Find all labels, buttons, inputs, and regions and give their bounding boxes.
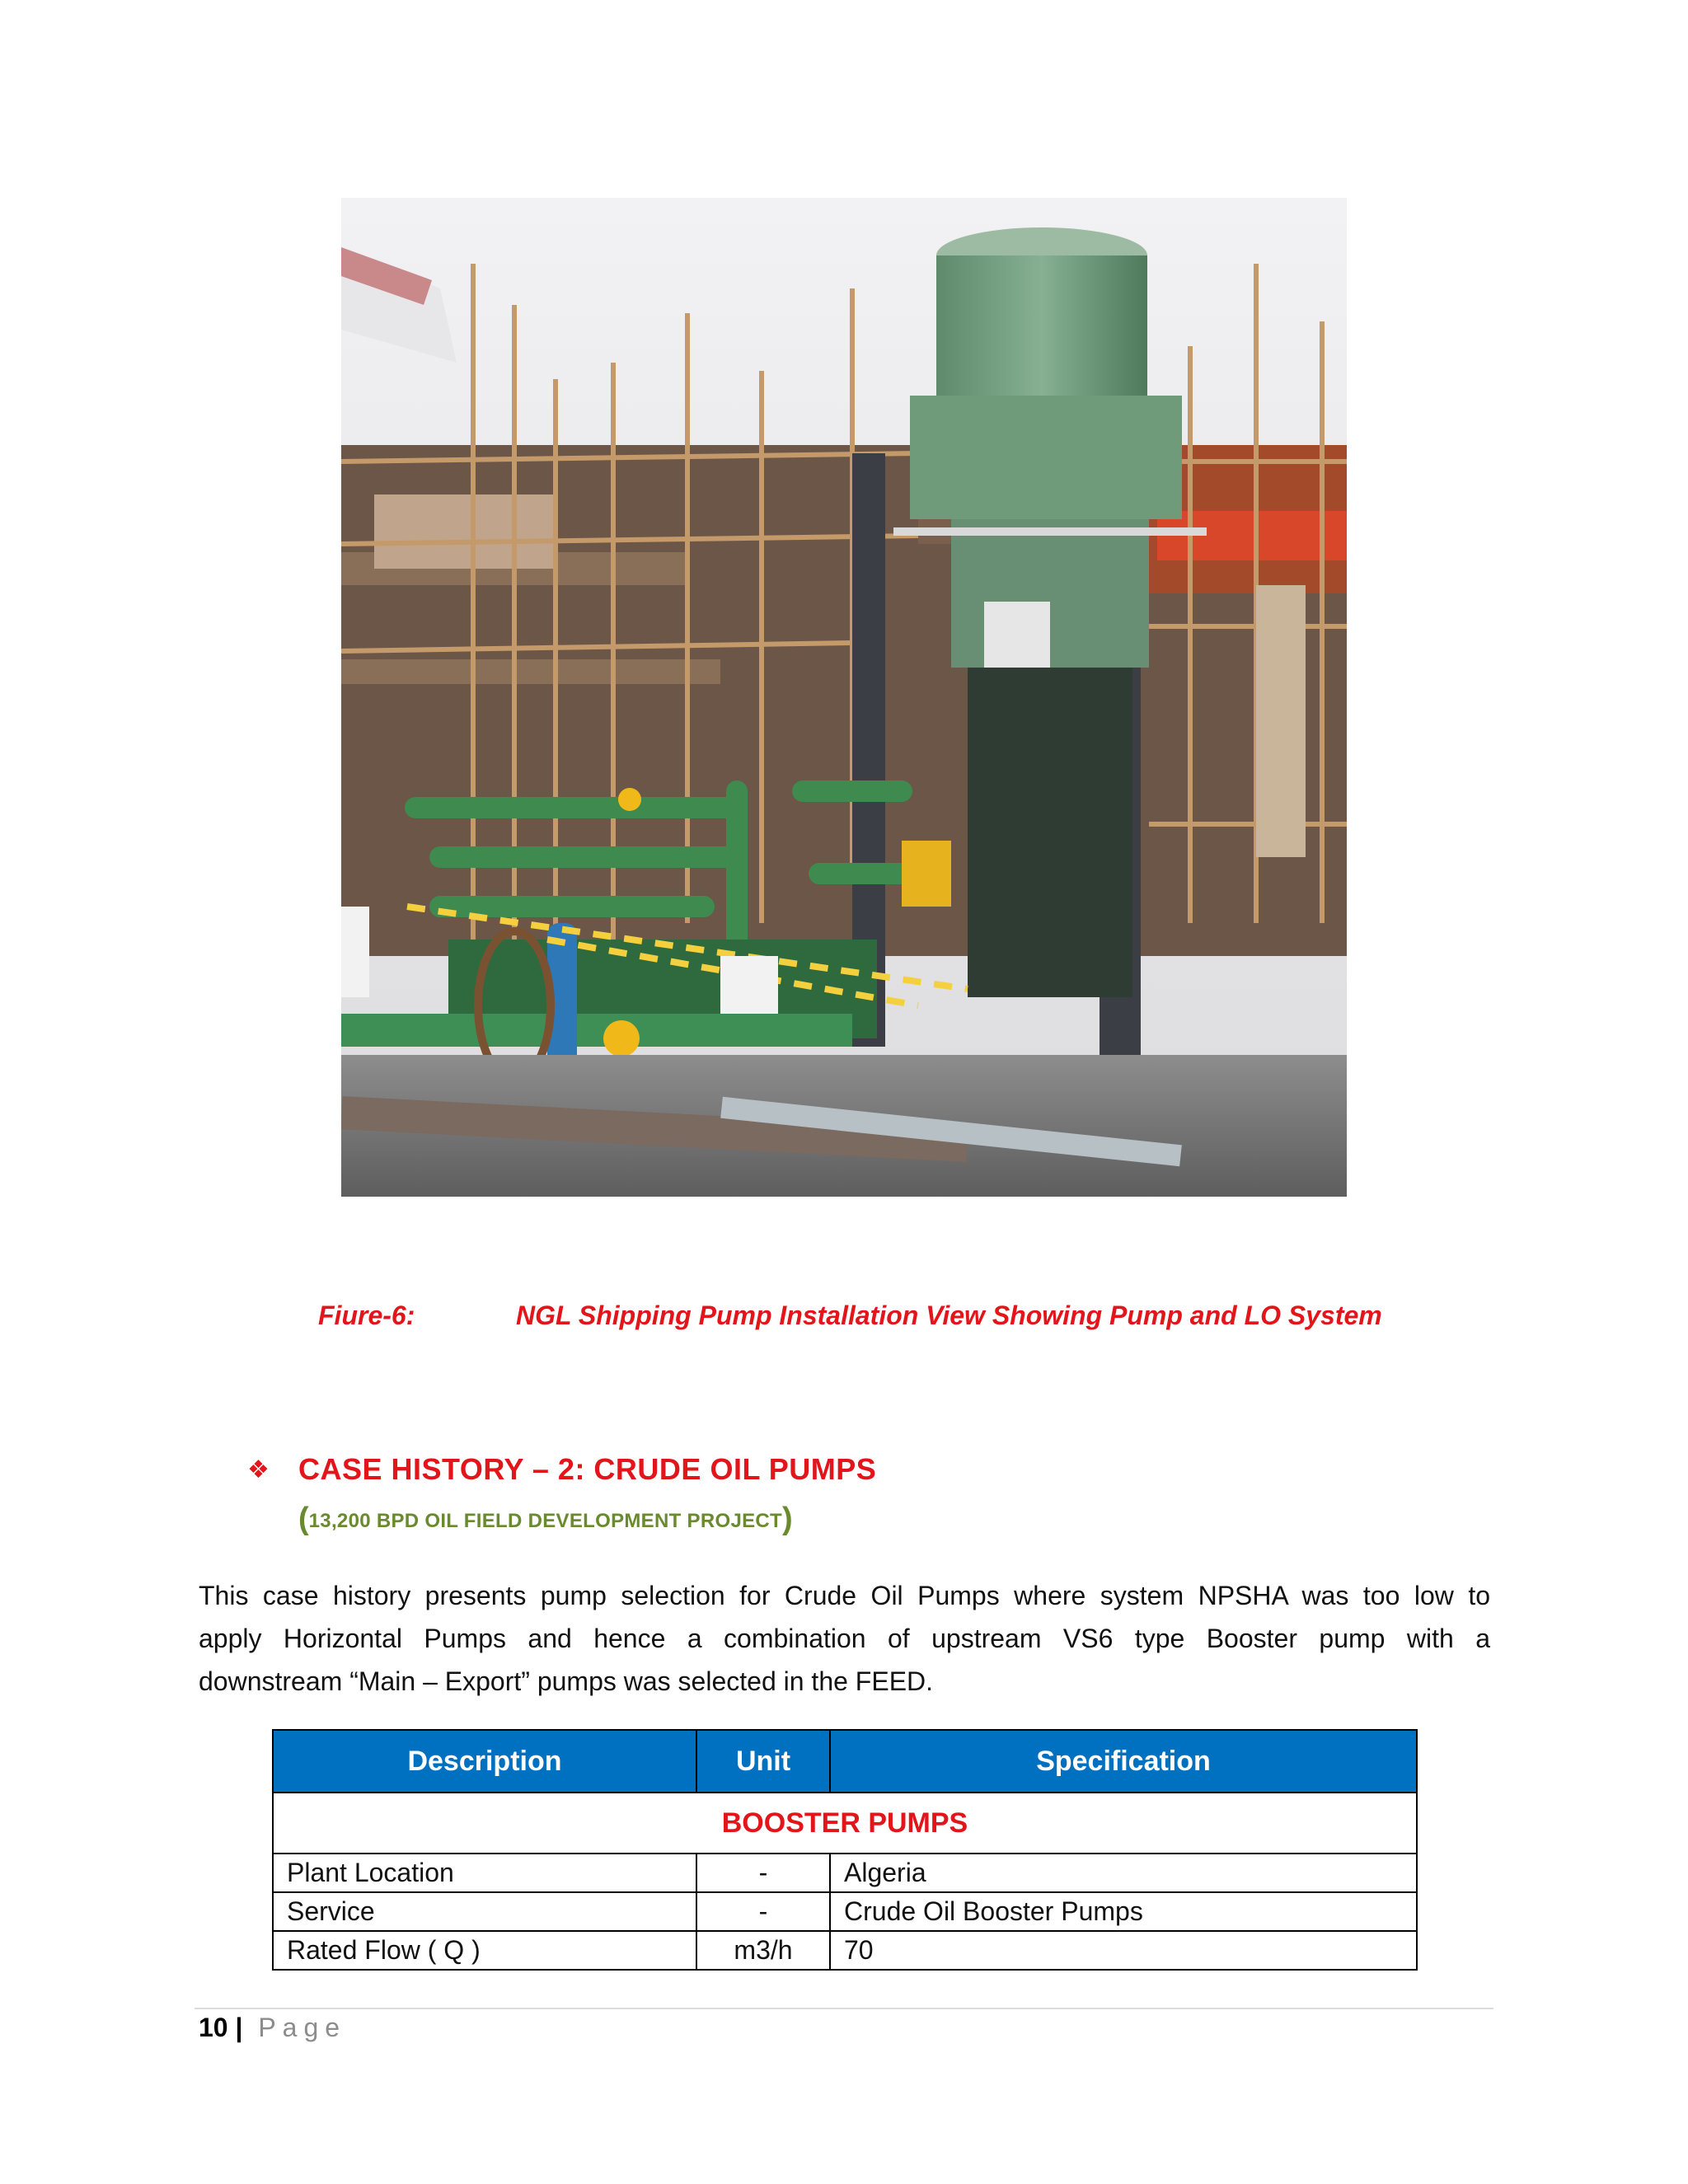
column-header-unit: Unit [696, 1730, 830, 1793]
section-subtitle [298, 1502, 793, 1537]
table-header-row [273, 1730, 1417, 1793]
page-footer [199, 2013, 346, 2043]
paragraph-line: This case history presents pump selection for Crude Oil Pumps where system NPSHA was too low to [199, 1581, 1490, 1610]
section-title: CASE HISTORY – 2: CRUDE OIL PUMPS [298, 1452, 877, 1486]
section-heading [247, 1449, 876, 1490]
body-paragraph [199, 1574, 1490, 1703]
footer-separator: | [235, 2013, 243, 2042]
pump-installation-photo [341, 198, 1347, 1197]
footer-divider [195, 2008, 1493, 2009]
booster-pumps-section-label: BOOSTER PUMPS [273, 1793, 1417, 1854]
table-cell-specification: 70 [830, 1931, 1417, 1970]
table-section-row [273, 1793, 1417, 1854]
subtitle-open-paren: ( [298, 1502, 309, 1536]
table-cell-specification: Algeria [830, 1854, 1417, 1892]
figure-caption [318, 1301, 1472, 1340]
table-cell-unit: - [696, 1892, 830, 1931]
table-cell-description: Service [273, 1892, 696, 1931]
column-header-description: Description [273, 1730, 696, 1793]
column-header-specification: Specification [830, 1730, 1417, 1793]
page-word: Page [258, 2013, 347, 2042]
figure-label: Fiure-6: [318, 1301, 415, 1330]
diamond-bullet-icon: ❖ [247, 1455, 270, 1483]
paragraph-line: downstream “Main – Export” pumps was selected in the FEED. [199, 1666, 934, 1696]
subtitle-close-paren: ) [782, 1502, 793, 1536]
table-row [273, 1854, 1417, 1892]
specification-table [272, 1729, 1418, 1971]
page-number: 10 [199, 2013, 228, 2042]
table-cell-unit: m3/h [696, 1931, 830, 1970]
figure-title: NGL Shipping Pump Installation View Showing Pump and LO System [516, 1301, 1382, 1330]
table-cell-description: Rated Flow ( Q ) [273, 1931, 696, 1970]
table-row [273, 1892, 1417, 1931]
table-cell-description: Plant Location [273, 1854, 696, 1892]
paragraph-line: apply Horizontal Pumps and hence a combination of upstream VS6 type Booster pump with a [199, 1624, 1490, 1653]
table-cell-unit: - [696, 1854, 830, 1892]
table-row [273, 1931, 1417, 1970]
table-cell-specification: Crude Oil Booster Pumps [830, 1892, 1417, 1931]
subtitle-text: 13,200 BPD OIL FIELD DEVELOPMENT PROJECT [308, 1510, 783, 1532]
